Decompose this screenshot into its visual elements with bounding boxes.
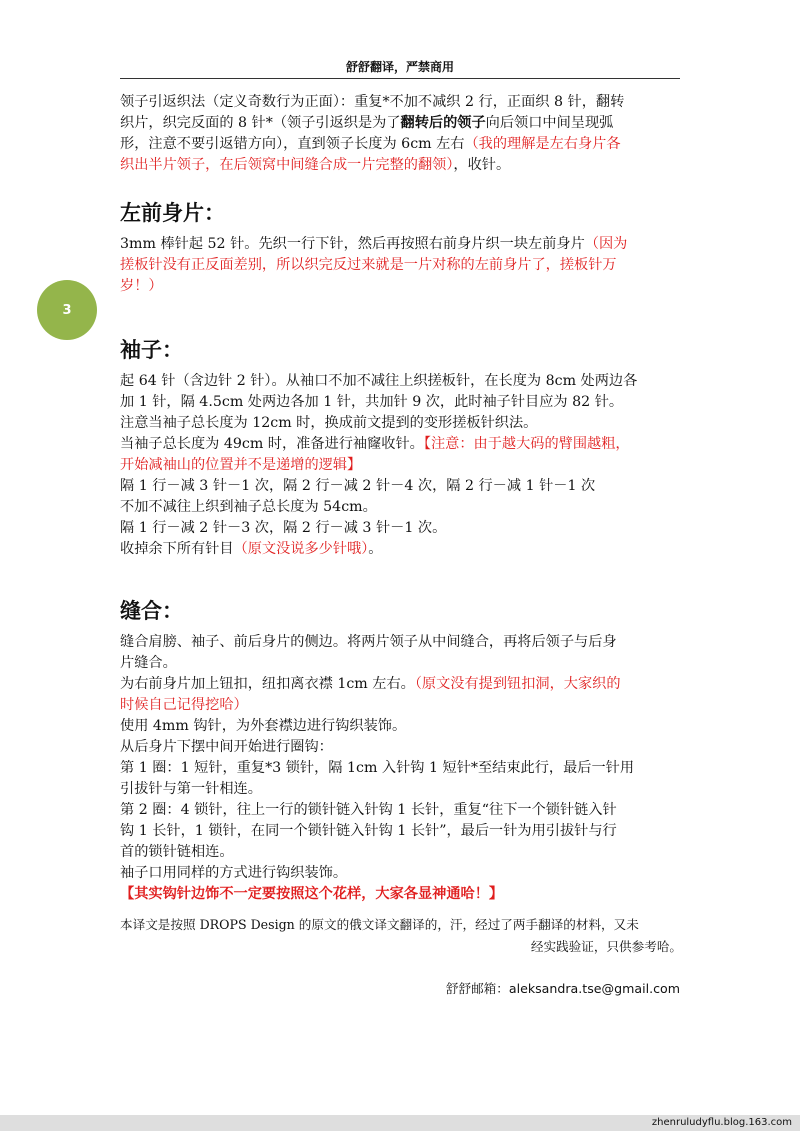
sleeves-paragraph xyxy=(120,371,680,560)
sleeves-text: 当袖子总长度为 49cm 时，准备进行袖窿收针。 xyxy=(120,436,424,452)
assembly-text: 为右前身片加上钮扣，纽扣离衣襟 1cm 左右。 xyxy=(120,676,415,692)
assembly-translator-note: （原文没有提到钮扣洞，大家织的 时候自己记得挖哈） xyxy=(120,676,621,713)
collar-emphasis: 翻转后的领子 xyxy=(400,115,486,131)
collar-text: 形，注意不要引返错方向），直到领子长度为 6cm 左右 xyxy=(120,136,465,152)
collar-text: 向后领口中间呈现弧 xyxy=(485,115,614,131)
document-body xyxy=(120,92,680,905)
email-label: 舒舒邮箱： xyxy=(445,981,509,996)
assembly-heading: 缝合： xyxy=(120,599,183,623)
collar-text: 领子引返织法（定义奇数行为正面）：重复*不加不减织 2 行，正面织 8 针，翻转 xyxy=(120,94,625,110)
document-header: 舒舒翻译，严禁商用 xyxy=(345,60,454,74)
assembly-text: 缝合肩膀、袖子、前后身片的侧边。将两片领子从中间缝合，再将后领子与后身 片缝合。 xyxy=(120,634,617,671)
assembly-paragraph xyxy=(120,632,680,905)
email-address: aleksandra.tse@gmail.com xyxy=(508,981,680,996)
sleeves-text: 起 64 针（含边针 2 针）。从袖口不加不减往上织搓板针，在长度为 8cm 处两边各 加 1 针，隔 4.5cm 处两边各加 1 针，共加针 9 次，此时袖子针目应为 82 针。 注意当袖子总长度为 12cm 时，换成前文提到的变形搓板针织法。 xyxy=(120,373,638,431)
left-front-text: 3mm 棒针起 52 针。先织一行下针，然后再按照右前身片织一块左前身片 xyxy=(120,236,585,252)
translation-disclaimer xyxy=(120,914,682,958)
disclaimer-line: 本译文是按照 DROPS Design 的原文的俄文译文翻译的，汗，经过了两手翻译的材料，又未 xyxy=(120,917,639,932)
disclaimer-line: 经实践验证，只供参考哈。 xyxy=(530,939,682,954)
header-divider xyxy=(120,78,680,79)
left-front-heading: 左前身片： xyxy=(120,201,225,225)
sleeves-decrease-steps: 隔 1 行－减 3 针－1 次，隔 2 行－减 2 针－4 次，隔 2 行－减 1 针－1 次 不加不减往上织到袖子总长度为 54cm。 隔 1 行－减 2 针－3 次，隔 2 行－减 3 针－1 次。 xyxy=(120,478,596,536)
sleeves-text: 收掉余下所有针目 xyxy=(120,541,234,557)
left-front-translator-note: （因为 搓板针没有正反面差别，所以织完反过来就是一片对称的左前身片了，搓板针万 岁！） xyxy=(120,236,628,294)
collar-translator-note: （我的理解是左右身片各 xyxy=(464,136,621,152)
page-number-badge: 3 xyxy=(37,280,97,340)
sleeves-translator-note: （原文没说多少针哦） xyxy=(233,541,369,557)
collar-paragraph xyxy=(120,92,680,176)
contact-email xyxy=(120,978,680,997)
sleeves-text: 。 xyxy=(368,541,383,557)
footer-watermark-url: zhenruludyflu.blog.163.com xyxy=(651,1117,792,1128)
assembly-translator-note: 【其实钩针边饰不一定要按照这个花样，大家各显神通哈！】 xyxy=(120,886,504,902)
collar-text: ，收针。 xyxy=(453,157,511,173)
sleeves-translator-note: 【注意：由于越大码的臂围越粗， 开始减袖山的位置并不是递增的逻辑】 xyxy=(120,436,630,473)
collar-translator-note: 织出半片领子，在后领窝中间缝合成一片完整的翻领） xyxy=(120,157,454,173)
assembly-crochet-steps: 使用 4mm 钩针，为外套襟边进行钩织装饰。 从后身片下摆中间开始进行圈钩： 第 1 圈：1 短针，重复*3 锁针，隔 1cm 入针钩 1 短针*至结束此行，最后一针用 引拔针与第一针相连。 第 2 圈：4 锁针，往上一行的锁针链入针钩 1 长针，重复“往下一个锁针链入针 钩 1 长针，1 锁针，在同一个锁针链入针钩 1 长针”，最后一针为用引拔针与行 首的锁针链相连。 袖子口用同样的方式进行钩织装饰。 xyxy=(120,718,635,881)
left-front-paragraph xyxy=(120,234,680,297)
collar-text: 织片，织完反面的 8 针*（领子引返织是为了 xyxy=(120,115,401,131)
sleeves-heading: 袖子： xyxy=(120,338,183,362)
